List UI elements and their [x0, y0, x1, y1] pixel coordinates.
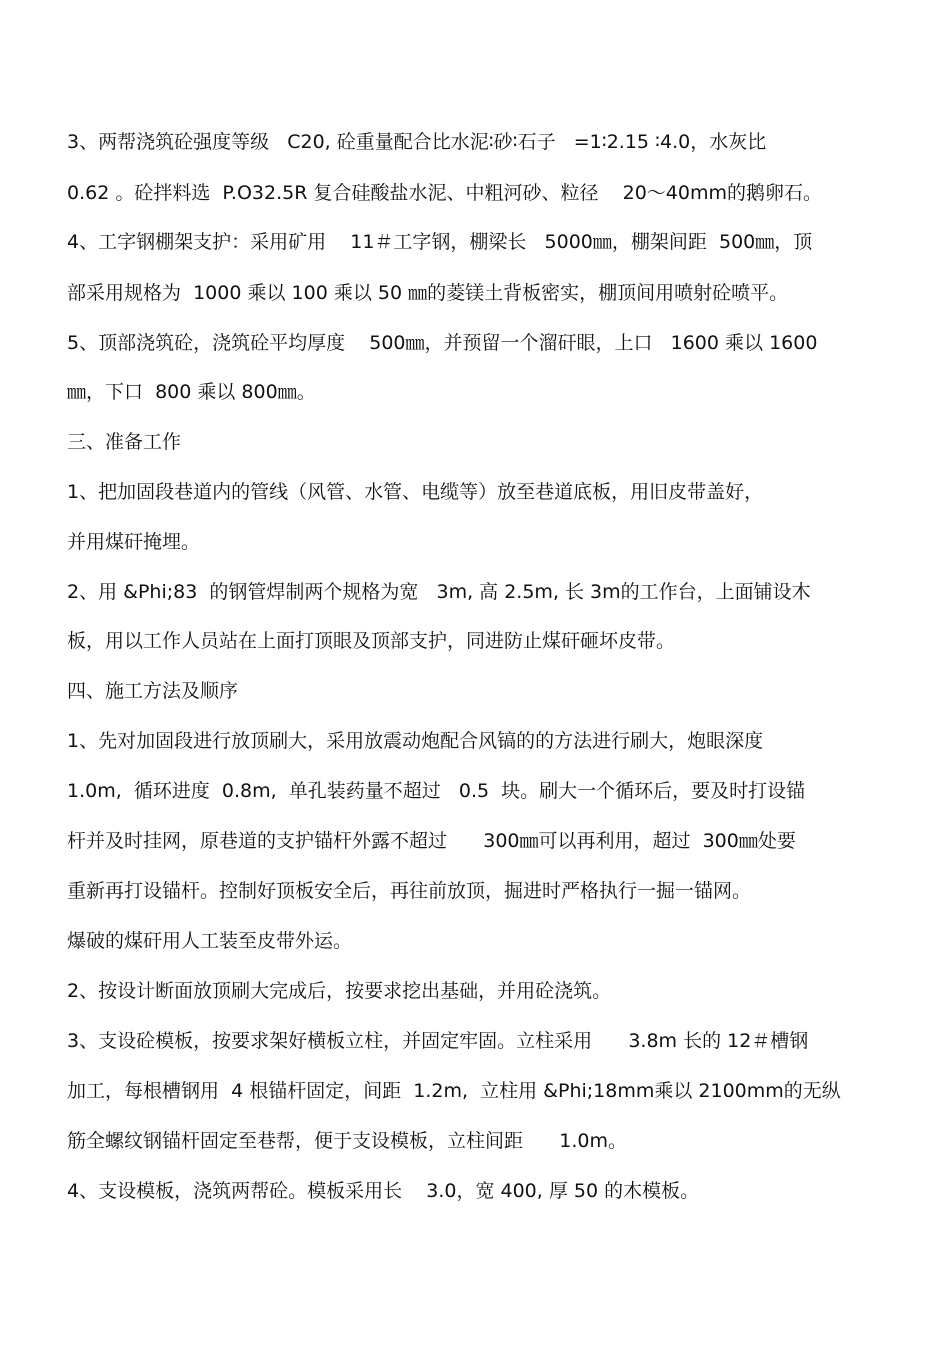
text-line-9: 并用煤矸掩埋。: [67, 531, 201, 553]
text-line-10: 2、用 &Phi;83 的钢管焊制两个规格为宽 3m, 高 2.5m, 长 3m的工作台，上面铺设木: [67, 581, 811, 603]
text-line-11: 板，用以工作人员站在上面打顶眼及顶部支护，同进防止煤矸砸坏皮带。: [67, 630, 676, 652]
text-line-2: 0.62 。砼拌料选 P.O32.5R 复合硅酸盐水泥、中粗河砂、粒径 20～40mm的鹅卵石。: [67, 182, 822, 204]
text-line-4: 部采用规格为 1000 乘以 100 乘以 50 ㎜的菱镁土背板密实，棚顶间用喷射砼喷平。: [67, 282, 789, 304]
text-line-6: ㎜，下口 800 乘以 800㎜。: [67, 381, 316, 403]
text-line-15: 杆并及时挂网，原巷道的支护锚杆外露不超过 300㎜可以再利用，超过 300㎜处要: [67, 830, 796, 852]
text-line-22: 4、支设模板，浇筑两帮砼。模板采用长 3.0，宽 400, 厚 50 的木模板。: [67, 1180, 700, 1202]
text-line-3: 4、工字钢棚架支护：采用矿用 11＃工字钢，棚梁长 5000㎜，棚架间距 500㎜，顶: [67, 231, 813, 253]
text-line-5: 5、顶部浇筑砼，浇筑砼平均厚度 500㎜，并预留一个溜矸眼，上口 1600 乘以 1600: [67, 332, 818, 354]
text-line-16: 重新再打设锚杆。控制好顶板安全后，再往前放顶，掘进时严格执行一掘一锚网。: [67, 880, 752, 902]
text-line-21: 筋全螺纹钢锚杆固定至巷帮，便于支设模板，立柱间距 1.0m。: [67, 1130, 627, 1152]
section-heading-method: 四、施工方法及顺序: [67, 680, 239, 702]
text-line-20: 加工，每根槽钢用 4 根锚杆固定，间距 1.2m, 立柱用 &Phi;18mm乘以 2100mm的无纵: [67, 1080, 841, 1102]
text-line-17: 爆破的煤矸用人工装至皮带外运。: [67, 930, 353, 952]
text-line-19: 3、支设砼模板，按要求架好横板立柱，并固定牢固。立柱采用 3.8m 长的 12＃槽钢: [67, 1030, 809, 1052]
text-line-1: 3、两帮浇筑砼强度等级 C20, 砼重量配合比水泥∶砂∶石子 =1∶2.15 ∶4.0，水灰比: [67, 131, 767, 153]
text-line-13: 1、先对加固段进行放顶刷大，采用放震动炮配合风镐的的方法进行刷大，炮眼深度: [67, 730, 764, 752]
text-line-18: 2、按设计断面放顶刷大完成后，按要求挖出基础，并用砼浇筑。: [67, 980, 612, 1002]
text-line-8: 1、把加固段巷道内的管线（风管、水管、电缆等）放至巷道底板，用旧皮带盖好，: [67, 481, 764, 503]
text-line-14: 1.0m, 循环进度 0.8m, 单孔装药量不超过 0.5 块。刷大一个循环后，要及时打设锚: [67, 780, 806, 802]
section-heading-preparation: 三、准备工作: [67, 431, 182, 453]
